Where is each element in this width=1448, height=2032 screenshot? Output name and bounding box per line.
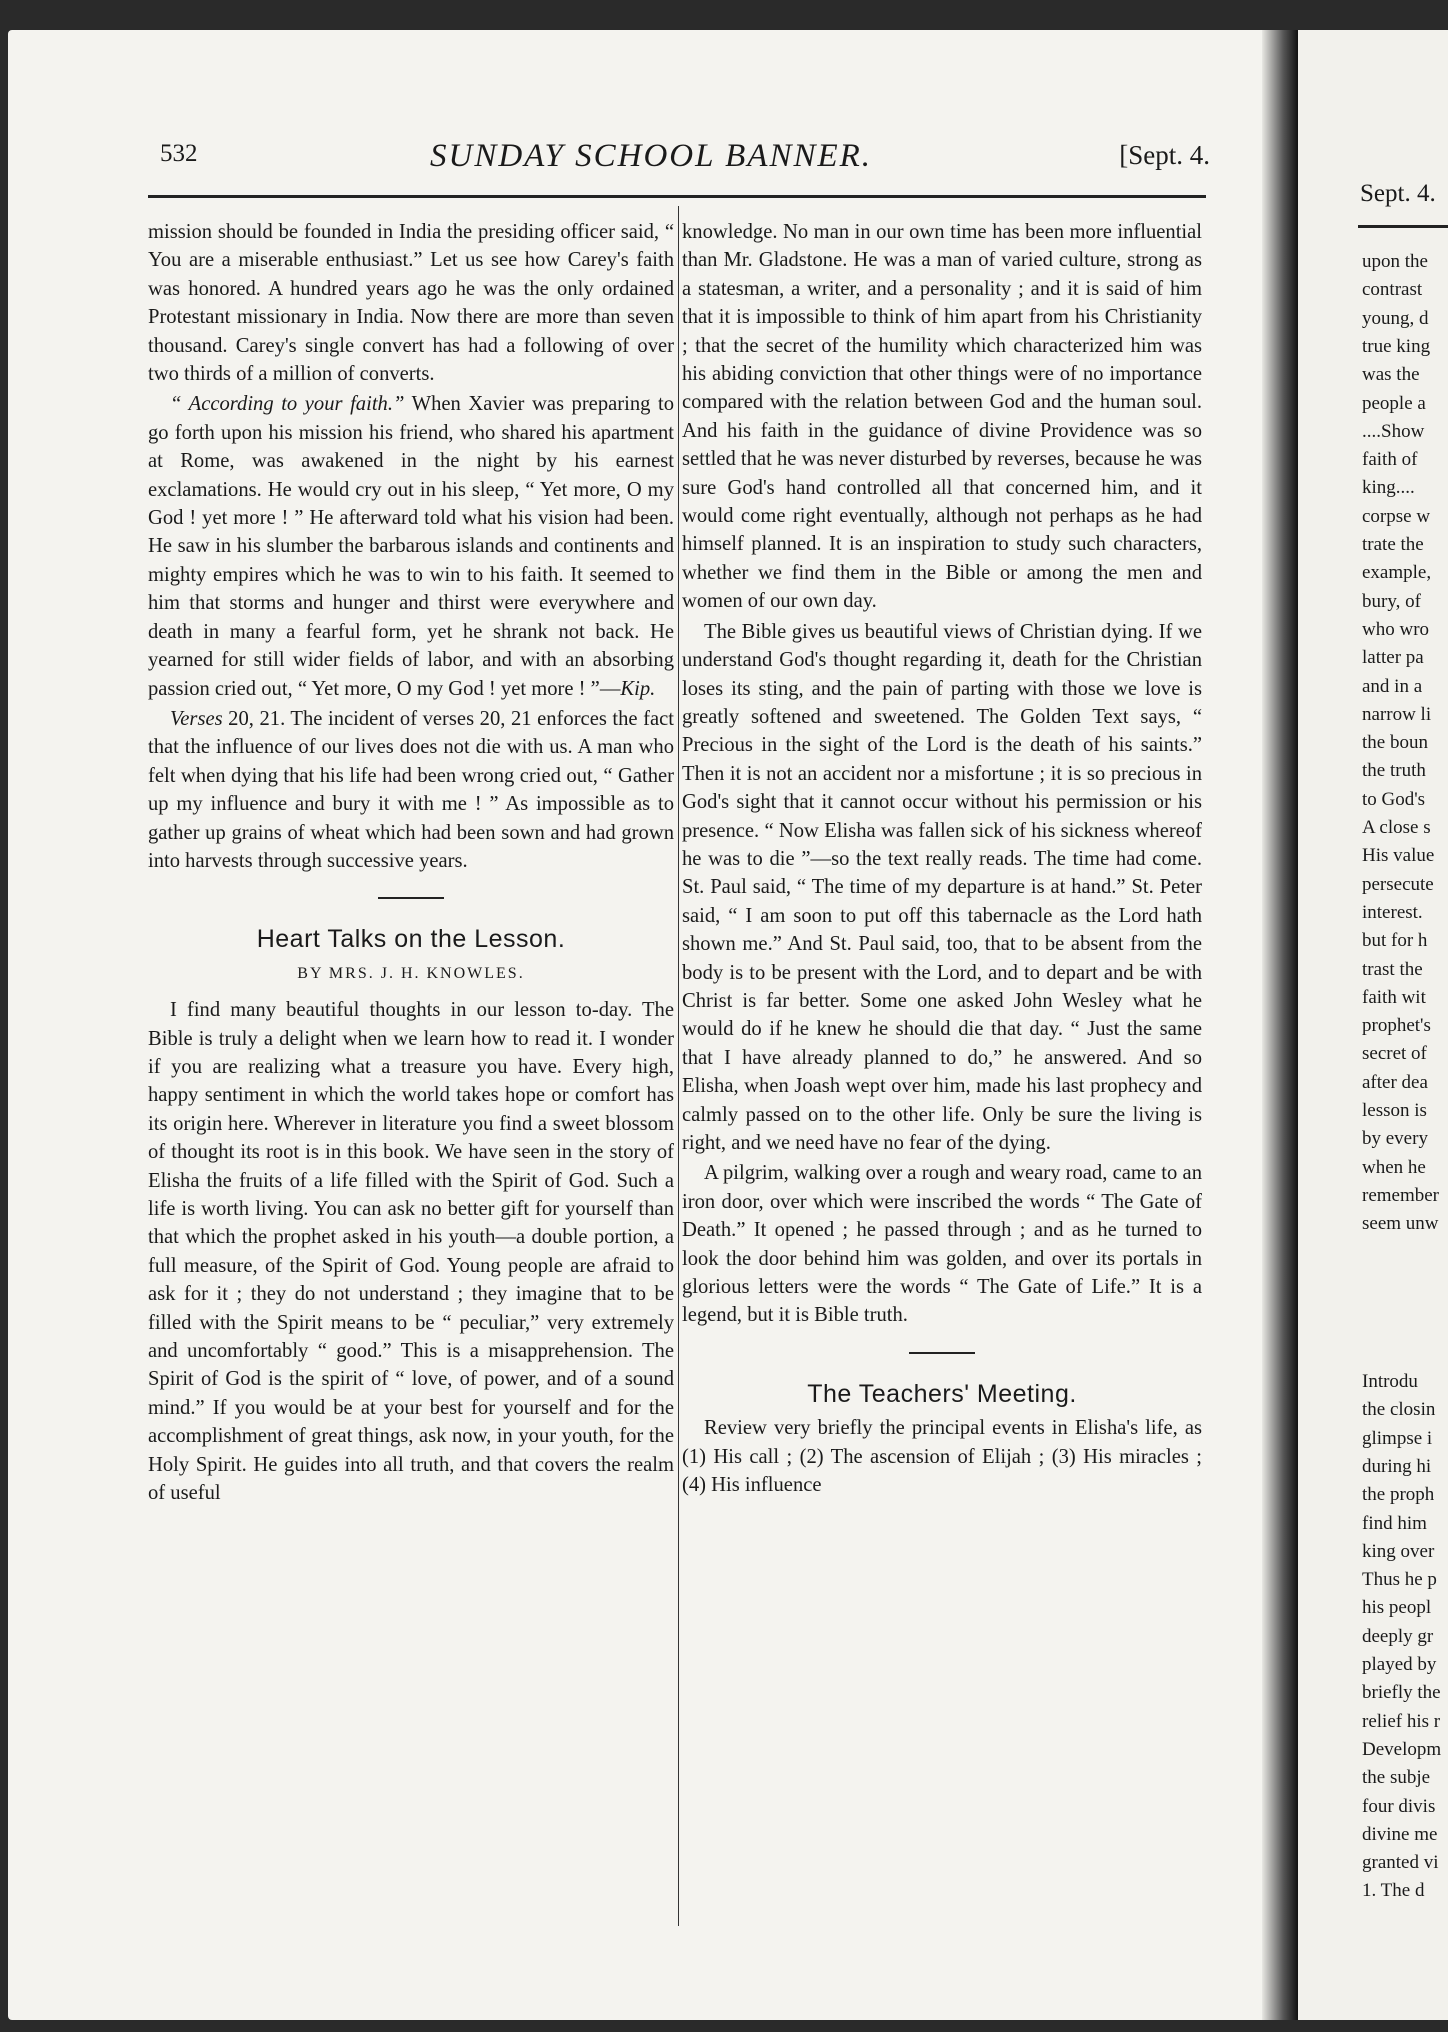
facing-text-line: trast the bbox=[1362, 958, 1423, 980]
facing-page-header: Sept. 4. bbox=[1360, 180, 1436, 207]
paragraph: Verses 20, 21. The incident of verses 20, 21 enforces the fact that the influence of our lives does not die with us. A man who felt when dying that his life had been wrong cried out, “ Gather up my influence and bury it with me ! ” As impossible as to gather up grains of wheat which had been sown and had grown into harvests through successive years. bbox=[148, 707, 674, 872]
running-header bbox=[150, 138, 1210, 182]
page-number: 532 bbox=[160, 140, 198, 167]
paragraph: mission should be founded in India the presiding officer said, “ You are a miserable enthusiast.” Let us see how Carey's faith was honored. A hundred years ago he was the only ordained Protestant missionary in India. Now there are more than seven thousand. Carey's single convert has had a following of over two thirds of a million of converts. bbox=[148, 221, 674, 386]
facing-text-line: played by bbox=[1362, 1654, 1437, 1675]
paragraph: A pilgrim, walking over a rough and weary road, came to an iron door, over which were inscribed the words “ The Gate of Death.” It opened ; he passed through ; and as he turned to look the door behind him was golden, and over its portals in glorious letters were the words “ The Gate of Life.” It is a legend, but it is Bible truth. bbox=[682, 1162, 1202, 1327]
facing-text-line: contrast bbox=[1362, 279, 1423, 301]
facing-text-line: the subje bbox=[1362, 1767, 1431, 1789]
facing-text-line: during hi bbox=[1362, 1455, 1432, 1477]
facing-text-line: when he bbox=[1362, 1156, 1426, 1178]
facing-text-line: glimpse i bbox=[1362, 1427, 1433, 1449]
facing-text-line: His value bbox=[1362, 845, 1435, 867]
header-rule bbox=[148, 195, 1206, 198]
section-heading: The Teachers' Meeting. bbox=[807, 1379, 1077, 1408]
facing-text-line: to God's bbox=[1362, 788, 1426, 810]
facing-text-line: deeply gr bbox=[1362, 1625, 1434, 1647]
facing-text-line: by every bbox=[1362, 1128, 1428, 1150]
facing-text-line: was the bbox=[1362, 364, 1420, 386]
quote-lead: “ According to your faith.” bbox=[170, 393, 405, 416]
right-column bbox=[682, 218, 1202, 1501]
facing-text-line: the boun bbox=[1362, 732, 1428, 754]
left-column bbox=[148, 218, 674, 1509]
facing-text-line: narrow li bbox=[1362, 703, 1432, 725]
facing-text-line: example, bbox=[1362, 562, 1432, 584]
facing-text-line: bury, of bbox=[1362, 590, 1421, 612]
facing-text-line: latter pa bbox=[1362, 647, 1424, 669]
facing-text-line: young, d bbox=[1362, 307, 1429, 329]
facing-text-line: 1. The d bbox=[1362, 1880, 1425, 1902]
facing-text-line: faith of bbox=[1362, 449, 1418, 471]
facing-text-line: his peopl bbox=[1362, 1597, 1432, 1619]
facing-text-line: prophet's bbox=[1362, 1015, 1431, 1037]
facing-text-line: lesson is bbox=[1362, 1100, 1427, 1121]
facing-text-line: find him bbox=[1362, 1512, 1427, 1534]
facing-text-line: people a bbox=[1362, 392, 1426, 414]
author-byline: BY MRS. J. H. KNOWLES. bbox=[297, 964, 525, 982]
citation: Kip. bbox=[620, 677, 656, 700]
facing-text-line: secret of bbox=[1362, 1043, 1427, 1065]
issue-date: [Sept. 4. bbox=[1119, 140, 1210, 170]
facing-text-line: the truth bbox=[1362, 760, 1426, 782]
facing-text-line: and in a bbox=[1362, 675, 1423, 697]
facing-text-line: Introdu bbox=[1362, 1371, 1418, 1392]
paragraph: Review very briefly the principal events in Elisha's life, as (1) His call ; (2) The ascension of Elijah ; (3) His miracles ; (4) His influence bbox=[682, 1417, 1202, 1497]
facing-text-line: faith wit bbox=[1362, 986, 1426, 1008]
paragraph: The Bible gives us beautiful views of Christian dying. If we understand God's thought regarding it, death for the Christian loses its sting, and the pain of parting with those we love is greatly softened and sweetened. The Golden Text says, “ Precious in the sight of the Lord is the death of his saints.” Then it is not an accident nor a misfortune ; it is so precious in God's sight that it cannot occur without his permission or his presence. “ Now Elisha was fallen sick of his sickness whereof he was to die ”—so the text really reads. The time had come. St. Paul said, “ The time of my departure is at hand.” St. Peter said, “ I am soon to put off this tabernacle as the Lord hath shown me.” And St. Paul said, too, that to be absent from the body is to be present with the Lord, and to depart and be with Christ is far better. Some one asked John Wesley what he would do if he knew he should die that day. “ Just the same that I have already planned to do,” he answered. And so Elisha, when Joash wept over him, made his last prophecy and calmly passed on to the other life. Only be sure the living is right, and we need have no fear of the dying. bbox=[682, 620, 1202, 1154]
facing-text-line: who wro bbox=[1362, 618, 1430, 640]
facing-text-line: the proph bbox=[1362, 1484, 1435, 1506]
facing-text-line: after dea bbox=[1362, 1071, 1428, 1093]
facing-text-line: trate the bbox=[1362, 534, 1424, 555]
facing-header-rule bbox=[1358, 225, 1448, 228]
facing-text-line: remember bbox=[1362, 1184, 1440, 1206]
publication-title: SUNDAY SCHOOL BANNER. bbox=[430, 138, 873, 174]
section-separator bbox=[909, 1352, 975, 1354]
facing-text-line: corpse w bbox=[1362, 505, 1431, 527]
facing-text-line: seem unw bbox=[1362, 1213, 1439, 1235]
facing-text-line: briefly the bbox=[1362, 1682, 1441, 1704]
facing-text-line: Thus he p bbox=[1362, 1569, 1437, 1591]
facing-text-line: upon the bbox=[1362, 251, 1428, 272]
facing-page bbox=[1298, 30, 1448, 2020]
facing-text-line: king over bbox=[1362, 1540, 1435, 1562]
facing-text-line: true king bbox=[1362, 335, 1431, 357]
book-gutter bbox=[1262, 30, 1298, 2020]
facing-text-line: but for h bbox=[1362, 930, 1428, 952]
facing-text-line: the closin bbox=[1362, 1399, 1436, 1421]
column-divider bbox=[678, 206, 679, 1926]
facing-text-line: ....Show bbox=[1362, 420, 1425, 442]
facing-text-line: interest. bbox=[1362, 901, 1423, 923]
verses-lead: Verses bbox=[170, 707, 223, 730]
facing-text-line: four divis bbox=[1362, 1795, 1436, 1817]
paragraph: I find many beautiful thoughts in our lesson to-day. The Bible is truly a delight when we learn how to read it. I wonder if you are realizing what a treasure you have. Every high, happy sentiment in which the world takes hope or comfort has its origin here. Wherever in literature you find a sweet blossom of thought its root is in this book. We have seen in the story of Elisha the fruits of a life filled with the Spirit of God. Such a life is worth living. You can ask no better gift for yourself than that which the prophet asked in his youth—a double portion, a full measure, of the Spirit of God. Young people are afraid to ask for it ; they do not understand ; they imagine that to be filled with the Spirit means to be “ peculiar,” very extremely and uncomfortably “ good.” This is a misapprehension. The Spirit of God is the spirit of “ love, of power, and of a sound mind.” If you would be at your best for yourself and for the accomplishment of great things, ask now, in your youth, for the Holy Spirit. He guides into all truth, and that covers the realm of useful bbox=[148, 999, 674, 1505]
facing-text-line: Developm bbox=[1362, 1738, 1442, 1760]
section-heading: Heart Talks on the Lesson. bbox=[256, 925, 566, 954]
paragraph: knowledge. No man in our own time has been more influential than Mr. Gladstone. He was a man of varied culture, strong as a statesman, a writer, and a personality ; and it is said of him that it is impossible to think of him apart from his Christianity ; that the secret of the humility which characterized him was his abiding conviction that other things were of no importance compared with the relation between God and the human soul. And his faith in the guidance of divine Providence was so settled that he was never disturbed by reverses, because he was sure God's hand controlled all that concerned him, and it would come right eventually, although not perhaps as he had himself planned. It is an inspiration to study such characters, whether we find them in the Bible or among the men and women of our own day. bbox=[682, 221, 1202, 613]
facing-text-line: A close s bbox=[1362, 817, 1431, 838]
facing-text-line: king.... bbox=[1362, 477, 1415, 499]
facing-text-line: divine me bbox=[1362, 1823, 1438, 1845]
facing-text-line: relief his r bbox=[1362, 1710, 1441, 1732]
section-separator bbox=[378, 897, 444, 899]
facing-text-line: granted vi bbox=[1362, 1852, 1439, 1874]
paragraph: “ According to your faith.” When Xavier was preparing to go forth upon his mission his friend, who shared his apartment at Rome, was awakened in the night by his earnest exclamations. He would cry out in his sleep, “ Yet more, O my God ! yet more ! ” He afterward told what his vision had been. He saw in his slumber the barbarous islands and continents and mighty empires which he was to win to his faith. It seemed to him that storms and hunger and thirst were everywhere and death in many a fearful form, yet he shrank not back. He yearned for still wider fields of labor, and with an absorbing passion cried out, “ Yet more, O my God ! yet more ! ”—Kip. bbox=[148, 393, 674, 700]
facing-text-line: persecute bbox=[1362, 873, 1434, 895]
